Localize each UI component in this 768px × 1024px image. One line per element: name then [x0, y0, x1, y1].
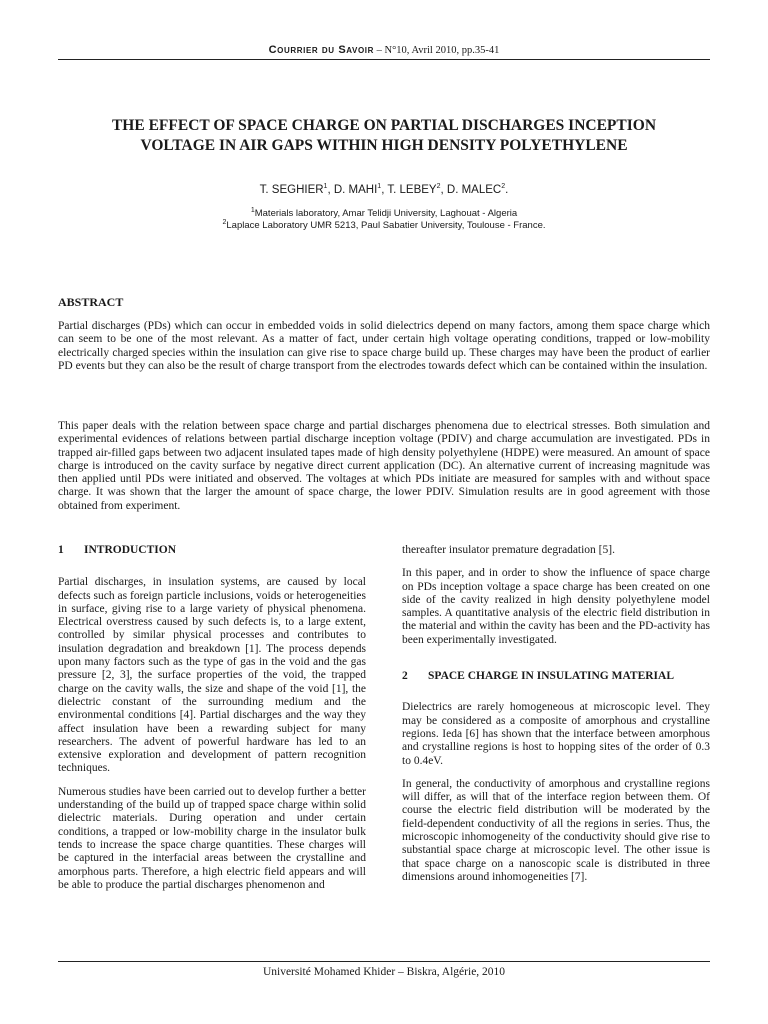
running-footer: Université Mohamed Khider – Biskra, Algérie, 2010	[262, 966, 506, 978]
footer-rule	[58, 961, 710, 962]
author-list-end: .	[505, 184, 509, 196]
affiliation-1-text: Materials laboratory, Amar Telidji University, Laghouat - Algeria	[254, 208, 518, 219]
section-1-heading	[58, 544, 366, 557]
author-2-affil: 1	[377, 183, 382, 191]
affiliation-2-text: Laplace Laboratory UMR 5213, Paul Sabatier University, Toulouse - France.	[226, 220, 546, 231]
section-2-paragraph-2: In general, the conductivity of amorphous and crystalline regions will differ, as will that of the interface region between them. Of course the electric field distribution will be moderated by the field-dependent conductivity of all the regions in series. Thus, the microscopic inhomogeneity of the conductivity should give rise to substantial space charge at microscopic level. The other issue is that space charge on a nanoscopic scale is distributed in three dimensions around inhomogeneities [7].	[402, 777, 710, 883]
section-2-paragraph-1: Dielectrics are rarely homogeneous at microscopic level. They may be considered as a composite of amorphous and crystalline regions. Ieda [6] has shown that the interface between amorphous and crystalline regions is host to hopping sites of the order of 0.3 to 0.4eV.	[402, 701, 710, 767]
abstract-paragraph-2: This paper deals with the relation between space charge and partial discharges phenomena due to electrical stresses. Both simulation and experimental evidences of relations between partial discharge inception voltage (PDIV) and charge accumulation are investigated. PDs in trapped air-filled gaps between two adjacent insulated tapes made of high density polyethylene (HDPE) were measured. An amount of space charge is introduced on the cavity surface by negative direct current application (DC). An alternative current of increasing magnitude was then applied until PDs were initiated and observed. The voltages at which PDs initiate are measured for samples with and without space charge. It was shown that the larger the amount of space charge, the lower PDIV. Simulation results are in good agreement with those obtained from experiment.	[58, 420, 710, 512]
affiliation-1	[58, 208, 710, 219]
author-3: , T. LEBEY	[381, 184, 437, 196]
section-2-number: 2	[402, 670, 408, 683]
abstract-heading: ABSTRACT	[58, 295, 124, 309]
title-line-1: THE EFFECT OF SPACE CHARGE ON PARTIAL DISCHARGES INCEPTION	[111, 117, 657, 134]
author-list	[58, 184, 710, 196]
author-1-affil: 1	[323, 183, 328, 191]
author-4-affil: 2	[501, 183, 506, 191]
title-line-2: VOLTAGE IN AIR GAPS WITHIN HIGH DENSITY POLYETHYLENE	[140, 137, 628, 154]
author-4: , D. MALEC	[440, 184, 502, 196]
section-1-title: INTRODUCTION	[84, 544, 177, 556]
intro-paragraph-4: In this paper, and in order to show the influence of space charge on PDs inception voltage a space charge has been created on one side of the cavity realized in high density polyethylene model samples. A quantitative analysis of the electric field distribution in the material and within the cavity has been and the PD-activity has been experimentally investigated.	[402, 567, 710, 646]
affiliation-2-mark: 2	[222, 218, 227, 226]
issue-info: – N°10, Avril 2010, pp.35-41	[374, 45, 500, 56]
intro-paragraph-1: Partial discharges, in insulation systems, are caused by local defects such as foreign particle inclusions, voids or heterogeneities in surface, giving rise to a large variety of physical phenomena. Electrical overstress caused by such defects is, to a large extent, controlled by similar physical processes and contributes to insulation degradation and breakdown [1]. The process depends upon many factors such as the type of gas in the void and the gas pressure [2, 3], the surface properties of the void, the trapped charge on the cavity walls, the size and shape of the void [1], the dielectric constant of the surrounding medium and the environmental conditions [4]. Partial discharges and the way they affect insulation have been a rewarding subject for many researchers. The advent of powerful hardware has led to an extensive exploration and development of pattern recognition techniques.	[58, 576, 366, 775]
left-column	[58, 544, 366, 902]
author-2: , D. MAHI	[327, 184, 378, 196]
section-1-number: 1	[58, 544, 64, 556]
paper-title	[58, 116, 710, 156]
intro-paragraph-3: thereafter insulator premature degradation [5].	[402, 544, 615, 556]
intro-paragraph-2: Numerous studies have been carried out to develop further a better understanding of the build up of trapped space charge within solid dielectric materials. During operation and under certain conditions, a trapped or low-mobility charge in the insulator bulk tends to increase the space charge quantities. These charges will be captured in the interfacial areas between the crystalline and amorphous parts. Therefore, a high electric field appears and will be able to produce the partial discharges phenomenon and	[58, 785, 366, 891]
author-1: T. SEGHIER	[259, 184, 324, 196]
section-2-title: SPACE CHARGE IN INSULATING MATERIAL	[428, 670, 675, 683]
affiliation-2	[58, 220, 710, 231]
header-rule	[58, 59, 710, 60]
abstract-paragraph-1: Partial discharges (PDs) which can occur in embedded voids in solid dielectrics depend on many factors, among them space charge which can seem to be one of the most relevant. As a matter of fact, under certain high voltage operating conditions, trapped or low-mobility electrically charged species within the insulation can give rise to space charge build up. These charges may have been the product of earlier PD events but they can also be the result of charge transport from the electrodes towards defect which can be contained within the insulation.	[58, 320, 710, 372]
journal-name: Courrier du Savoir	[268, 44, 375, 56]
running-header	[0, 44, 768, 56]
author-3-affil: 2	[436, 183, 441, 191]
affiliation-1-mark: 1	[250, 206, 255, 214]
section-2-heading	[402, 670, 710, 683]
right-column	[402, 544, 710, 894]
